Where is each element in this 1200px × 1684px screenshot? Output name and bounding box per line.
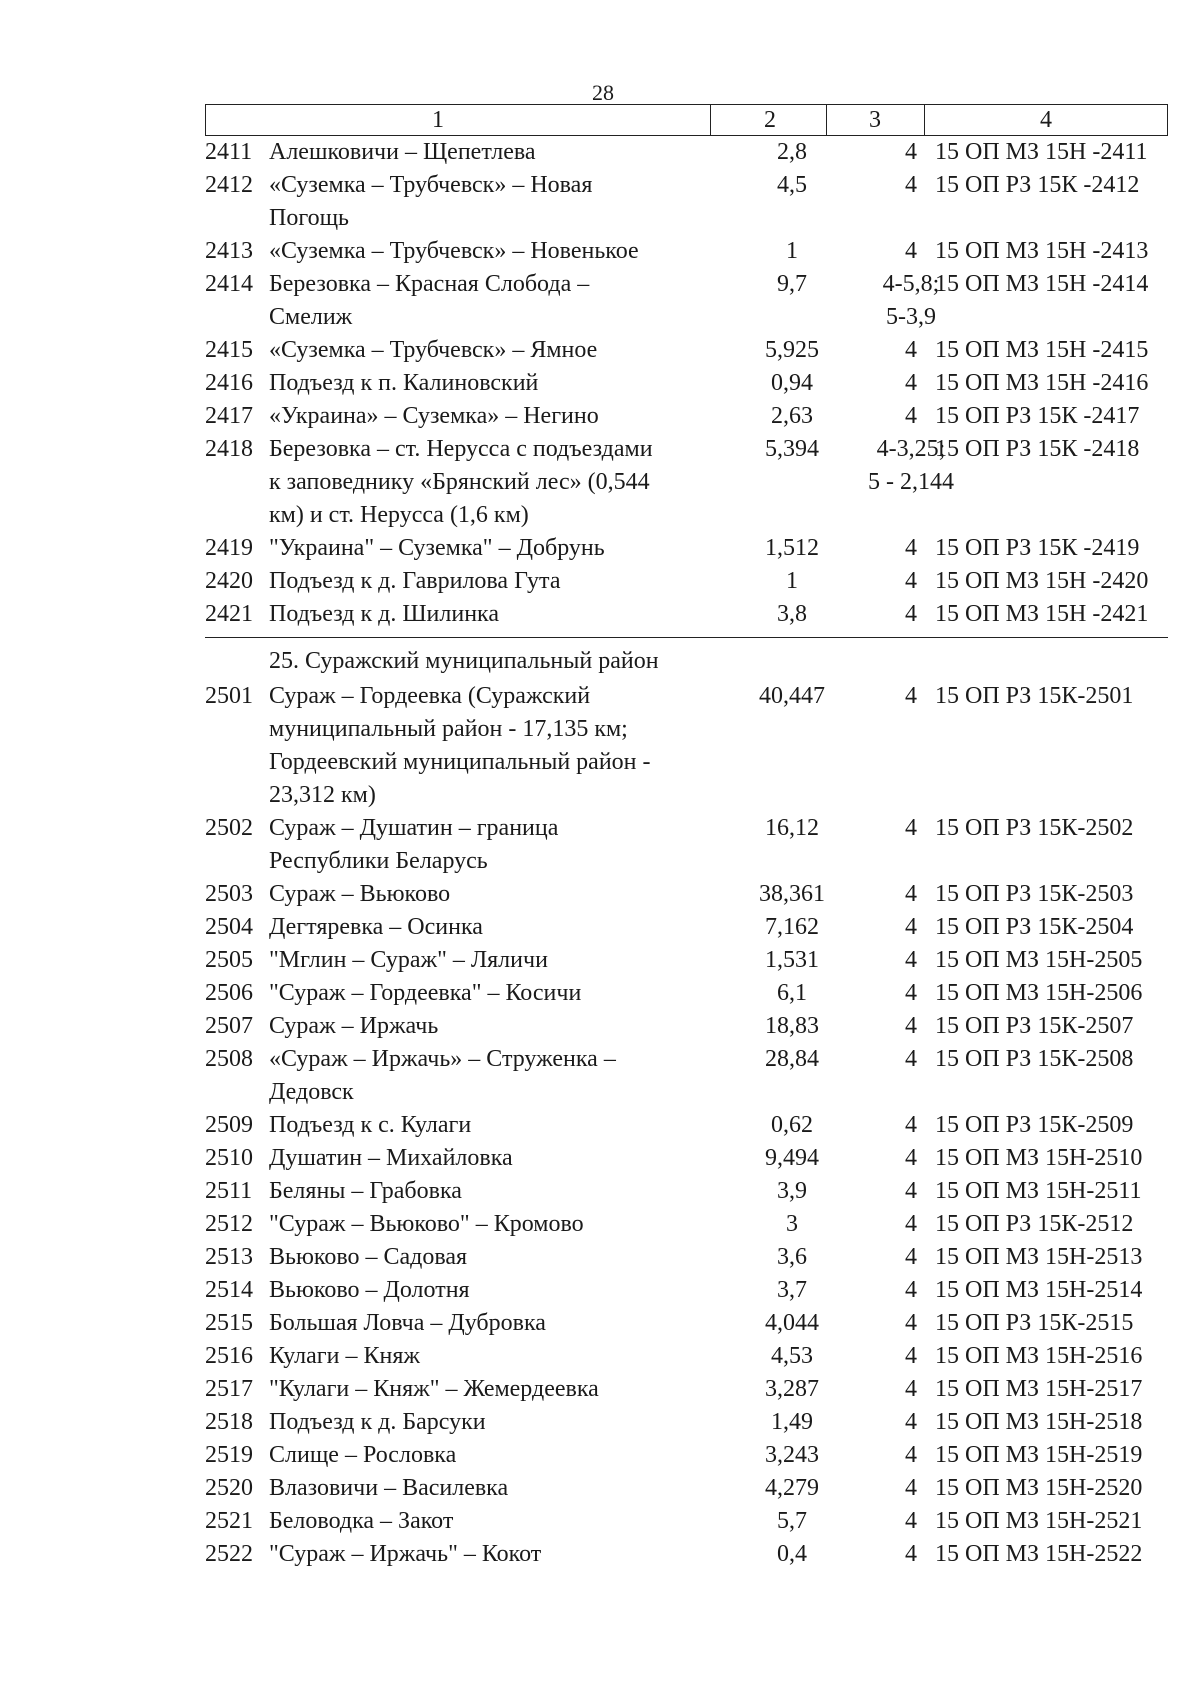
- road-length: 0,62: [771, 1112, 813, 1138]
- row-number: 2507: [205, 1013, 253, 1039]
- row-number: 2508: [205, 1046, 253, 1072]
- road-length: 9,494: [765, 1145, 819, 1171]
- road-code: 15 ОП МЗ 15Н -2413: [935, 238, 1149, 264]
- road-category: 4: [905, 535, 917, 561]
- row-number: 2416: [205, 370, 253, 396]
- road-category: 4: [905, 947, 917, 973]
- road-category: 4: [905, 1145, 917, 1171]
- row-number: 2417: [205, 403, 253, 429]
- table-row: [205, 977, 1168, 1010]
- road-length: 3,287: [765, 1376, 819, 1402]
- road-category: 4: [905, 683, 917, 709]
- road-name: «Суземка – Трубчевск» – Новенькое: [269, 238, 639, 264]
- row-number: 2521: [205, 1508, 253, 1534]
- page-number: 28: [592, 80, 614, 105]
- road-length: 3: [786, 1211, 798, 1237]
- table-row: [205, 1274, 1168, 1307]
- road-name: Сураж – Гордеевка (Суражский муниципальный район - 17,135 км; Гордеевский муниципальный район - 23,312 км): [269, 683, 651, 808]
- road-code: 15 ОП РЗ 15К -2418: [935, 436, 1140, 462]
- road-name: Подъезд к п. Калиновский: [269, 370, 539, 396]
- table-row: [205, 334, 1168, 367]
- road-category: 4: [905, 1376, 917, 1402]
- row-number: 2518: [205, 1409, 253, 1435]
- table-row: [205, 367, 1168, 400]
- road-length: 16,12: [765, 815, 819, 841]
- header-col-1: 1: [432, 107, 444, 133]
- table-row: [205, 136, 1168, 169]
- road-length: 3,9: [777, 1178, 807, 1204]
- road-length: 0,4: [777, 1541, 807, 1567]
- road-length: 7,162: [765, 914, 819, 940]
- road-code: 15 ОП РЗ 15К -2419: [935, 535, 1140, 561]
- road-category: 4: [905, 1046, 917, 1072]
- road-length: 1,49: [771, 1409, 813, 1435]
- row-number: 2506: [205, 980, 253, 1006]
- table-row: [205, 878, 1168, 911]
- road-category: 4: [905, 139, 917, 165]
- road-name: "Сураж – Вьюково" – Кромово: [269, 1211, 584, 1237]
- table-row: [205, 1340, 1168, 1373]
- road-category: 4: [905, 1112, 917, 1138]
- road-category: 4: [905, 815, 917, 841]
- road-code: 15 ОП МЗ 15Н-2506: [935, 980, 1143, 1006]
- row-number: 2516: [205, 1343, 253, 1369]
- row-number: 2411: [205, 139, 253, 165]
- row-number: 2522: [205, 1541, 253, 1567]
- row-number: 2412: [205, 172, 253, 198]
- road-code: 15 ОП МЗ 15Н-2513: [935, 1244, 1143, 1270]
- road-code: 15 ОП РЗ 15К-2504: [935, 914, 1134, 940]
- road-code: 15 ОП РЗ 15К-2507: [935, 1013, 1134, 1039]
- table-row: [205, 1307, 1168, 1340]
- table-row: [205, 1109, 1168, 1142]
- road-name: Влазовичи – Василевка: [269, 1475, 509, 1501]
- road-length: 0,94: [771, 370, 813, 396]
- road-category: 4: [905, 370, 917, 396]
- road-name: Алешковичи – Щепетлева: [269, 139, 536, 165]
- road-code: 15 ОП РЗ 15К -2417: [935, 403, 1140, 429]
- road-length: 5,925: [765, 337, 819, 363]
- road-category: 4: [905, 1508, 917, 1534]
- table-row: [205, 169, 1168, 235]
- road-code: 15 ОП МЗ 15Н -2416: [935, 370, 1149, 396]
- road-length: 1,512: [765, 535, 819, 561]
- row-number: 2510: [205, 1145, 253, 1171]
- table-row: [205, 944, 1168, 977]
- road-category: 4: [905, 568, 917, 594]
- road-name: Подъезд к д. Шилинка: [269, 601, 500, 627]
- road-length: 28,84: [765, 1046, 819, 1072]
- road-code: 15 ОП МЗ 15Н-2519: [935, 1442, 1143, 1468]
- row-number: 2505: [205, 947, 253, 973]
- road-name: Беляны – Грабовка: [269, 1178, 462, 1204]
- road-name: "Сураж – Иржачь" – Кокот: [269, 1541, 542, 1567]
- header-col-2: 2: [764, 107, 776, 133]
- road-name: Березовка – ст. Нерусса с подъездами к заповеднику «Брянский лес» (0,544 км) и ст. Нерусса (1,6 км): [269, 436, 653, 528]
- road-length: 1,531: [765, 947, 819, 973]
- road-category: 4: [905, 980, 917, 1006]
- road-name: Беловодка – Закот: [269, 1508, 454, 1534]
- header-col-3: 3: [869, 107, 881, 133]
- table-row: [205, 1406, 1168, 1439]
- row-number: 2519: [205, 1442, 253, 1468]
- road-length: 3,243: [765, 1442, 819, 1468]
- road-name: Сураж – Вьюково: [269, 881, 451, 907]
- road-category: 4: [905, 1013, 917, 1039]
- road-category: 4: [905, 1409, 917, 1435]
- road-code: 15 ОП МЗ 15Н-2521: [935, 1508, 1143, 1534]
- road-name: Вьюково – Садовая: [269, 1244, 468, 1270]
- road-name: Слище – Рословка: [269, 1442, 457, 1468]
- road-category: 4: [905, 914, 917, 940]
- road-name: «Суземка – Трубчевск» – Новая Погощь: [269, 172, 593, 231]
- table-row: [205, 1010, 1168, 1043]
- row-number: 2512: [205, 1211, 253, 1237]
- road-length: 2,8: [777, 139, 807, 165]
- road-length: 5,394: [765, 436, 819, 462]
- road-code: 15 ОП МЗ 15Н-2520: [935, 1475, 1143, 1501]
- road-length: 9,7: [777, 271, 807, 297]
- row-number: 2413: [205, 238, 253, 264]
- road-category: 4: [905, 881, 917, 907]
- road-name: «Суземка – Трубчевск» – Ямное: [269, 337, 598, 363]
- table-row: [205, 1373, 1168, 1406]
- road-category: 4: [905, 1211, 917, 1237]
- road-length: 4,53: [771, 1343, 813, 1369]
- table-row: [205, 433, 1168, 532]
- road-category: 4: [905, 1178, 917, 1204]
- road-length: 18,83: [765, 1013, 819, 1039]
- table-row: [205, 1241, 1168, 1274]
- table-row: [205, 911, 1168, 944]
- row-number: 2520: [205, 1475, 253, 1501]
- road-code: 15 ОП МЗ 15Н-2522: [935, 1541, 1143, 1567]
- road-name: Сураж – Душатин – граница Республики Беларусь: [269, 815, 559, 874]
- road-name: Подъезд к д. Барсуки: [269, 1409, 486, 1435]
- table-row: [205, 1472, 1168, 1505]
- road-length: 6,1: [777, 980, 807, 1006]
- row-number: 2420: [205, 568, 253, 594]
- row-number: 2511: [205, 1178, 253, 1204]
- road-code: 15 ОП МЗ 15Н-2518: [935, 1409, 1143, 1435]
- road-category: 4: [905, 1442, 917, 1468]
- road-length: 5,7: [777, 1508, 807, 1534]
- road-code: 15 ОП РЗ 15К-2509: [935, 1112, 1134, 1138]
- road-category: 4: [905, 337, 917, 363]
- road-category: 4: [905, 1343, 917, 1369]
- row-number: 2503: [205, 881, 253, 907]
- road-length: 4,044: [765, 1310, 819, 1336]
- road-category: 4: [905, 1244, 917, 1270]
- table-row: [205, 598, 1168, 631]
- road-category: 4: [905, 601, 917, 627]
- table-row: [205, 1175, 1168, 1208]
- road-code: 15 ОП МЗ 15Н-2517: [935, 1376, 1143, 1402]
- road-code: 15 ОП РЗ 15К-2512: [935, 1211, 1134, 1237]
- road-length: 1: [786, 568, 798, 594]
- road-category: 4: [905, 238, 917, 264]
- road-name: Душатин – Михайловка: [269, 1145, 513, 1171]
- row-number: 2514: [205, 1277, 253, 1303]
- table-row: [205, 1142, 1168, 1175]
- road-code: 15 ОП РЗ 15К-2515: [935, 1310, 1134, 1336]
- road-name: «Сураж – Иржачь» – Струженка – Дедовск: [269, 1046, 616, 1105]
- road-length: 3,7: [777, 1277, 807, 1303]
- section-divider: [205, 637, 1168, 638]
- table-header: [205, 104, 1168, 136]
- road-code: 15 ОП МЗ 15Н -2411: [935, 139, 1148, 165]
- road-code: 15 ОП МЗ 15Н-2516: [935, 1343, 1143, 1369]
- road-code: 15 ОП РЗ 15К-2501: [935, 683, 1134, 709]
- road-name: "Кулаги – Княж" – Жемердеевка: [269, 1376, 599, 1402]
- row-number: 2415: [205, 337, 253, 363]
- road-name: Подъезд к с. Кулаги: [269, 1112, 472, 1138]
- road-category: 4: [905, 1310, 917, 1336]
- table-row: [205, 680, 1168, 812]
- road-length: 4,279: [765, 1475, 819, 1501]
- road-name: Вьюково – Долотня: [269, 1277, 470, 1303]
- section-title: 25. Суражский муниципальный район: [269, 648, 659, 674]
- road-length: 3,6: [777, 1244, 807, 1270]
- table-row: [205, 1043, 1168, 1109]
- road-length: 38,361: [759, 881, 825, 907]
- road-code: 15 ОП МЗ 15Н-2505: [935, 947, 1143, 973]
- row-number: 2502: [205, 815, 253, 841]
- road-code: 15 ОП МЗ 15Н -2420: [935, 568, 1149, 594]
- row-number: 2517: [205, 1376, 253, 1402]
- road-name: Большая Ловча – Дубровка: [269, 1310, 546, 1336]
- table-row: [205, 1439, 1168, 1472]
- row-number: 2513: [205, 1244, 253, 1270]
- road-category: 4-5,8; 5-3,9: [882, 271, 940, 330]
- road-code: 15 ОП МЗ 15Н-2514: [935, 1277, 1143, 1303]
- row-number: 2421: [205, 601, 253, 627]
- road-code: 15 ОП РЗ 15К-2502: [935, 815, 1134, 841]
- road-name: Березовка – Красная Слобода – Смелиж: [269, 271, 590, 330]
- table-row: [205, 400, 1168, 433]
- row-number: 2515: [205, 1310, 253, 1336]
- road-length: 40,447: [759, 683, 825, 709]
- rows-block-24: [205, 136, 1168, 631]
- road-category: 4: [905, 172, 917, 198]
- road-name: "Сураж – Гордеевка" – Косичи: [269, 980, 582, 1006]
- table-row: [205, 1505, 1168, 1538]
- road-code: 15 ОП РЗ 15К-2508: [935, 1046, 1134, 1072]
- road-code: 15 ОП МЗ 15Н -2414: [935, 271, 1149, 297]
- roads-table: [205, 104, 1168, 1571]
- table-row: [205, 532, 1168, 565]
- road-code: 15 ОП МЗ 15Н-2510: [935, 1145, 1143, 1171]
- road-category: 4: [905, 1277, 917, 1303]
- road-length: 2,63: [771, 403, 813, 429]
- table-row: [205, 268, 1168, 334]
- road-category: 4-3,25; 5 - 2,144: [868, 436, 954, 495]
- table-row: [205, 565, 1168, 598]
- header-col-4: 4: [1040, 107, 1052, 133]
- table-row: [205, 812, 1168, 878]
- road-name: "Украина" – Суземка" – Добрунь: [269, 535, 605, 561]
- road-name: Сураж – Иржачь: [269, 1013, 439, 1039]
- row-number: 2419: [205, 535, 253, 561]
- row-number: 2501: [205, 683, 253, 709]
- row-number: 2509: [205, 1112, 253, 1138]
- table-row: [205, 1538, 1168, 1571]
- road-code: 15 ОП РЗ 15К-2503: [935, 881, 1134, 907]
- road-code: 15 ОП МЗ 15Н -2421: [935, 601, 1149, 627]
- road-category: 4: [905, 1475, 917, 1501]
- road-name: Кулаги – Княж: [269, 1343, 420, 1369]
- table-row: [205, 235, 1168, 268]
- row-number: 2414: [205, 271, 253, 297]
- road-category: 4: [905, 403, 917, 429]
- road-category: 4: [905, 1541, 917, 1567]
- road-name: "Мглин – Сураж" – Ляличи: [269, 947, 548, 973]
- road-code: 15 ОП МЗ 15Н -2415: [935, 337, 1149, 363]
- table-row: [205, 1208, 1168, 1241]
- rows-block-25: [205, 680, 1168, 1571]
- road-length: 3,8: [777, 601, 807, 627]
- row-number: 2418: [205, 436, 253, 462]
- road-name: «Украина» – Суземка» – Негино: [269, 403, 599, 429]
- road-code: 15 ОП РЗ 15К -2412: [935, 172, 1140, 198]
- road-length: 4,5: [777, 172, 807, 198]
- road-name: Подъезд к д. Гаврилова Гута: [269, 568, 561, 594]
- row-number: 2504: [205, 914, 253, 940]
- road-length: 1: [786, 238, 798, 264]
- road-name: Дегтяревка – Осинка: [269, 914, 483, 940]
- road-code: 15 ОП МЗ 15Н-2511: [935, 1178, 1142, 1204]
